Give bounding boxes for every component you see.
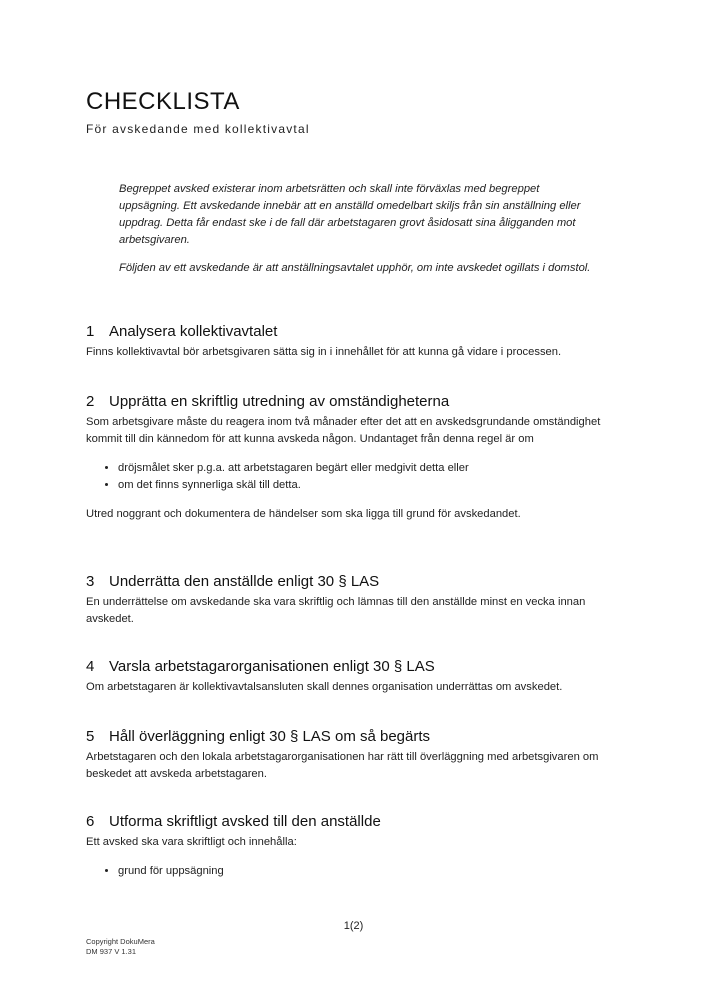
section-title: Underrätta den anställde enligt 30 § LAS: [109, 573, 380, 590]
section-title: Håll överläggning enligt 30 § LAS om så begärts: [109, 728, 431, 745]
intro-paragraph: Begreppet avsked existerar inom arbetsrätten och skall inte förväxlas med begreppet uppsägning. Ett avskedande innebär att en anställd omedelbart skiljs från sin anställning eller uppdrag. Detta får endast ske i de fall där arbetstagaren grovt åsidosatt sina åligganden mot arbetsgivaren.: [119, 183, 581, 246]
list-item: • grund för uppsägning: [118, 863, 626, 880]
bullet-list: [86, 460, 626, 494]
section-5: [86, 728, 626, 783]
section-heading: [86, 658, 626, 675]
section-number: 4: [86, 658, 95, 675]
section-3: [86, 573, 626, 628]
section-heading: [86, 323, 626, 340]
copyright-text: Copyright DokuMera: [86, 937, 155, 946]
section-body: Utred noggrant och dokumentera de händelser som ska ligga till grund för avskedandet.: [86, 508, 521, 520]
section-body: Ett avsked ska vara skriftligt och innehålla:: [86, 836, 297, 848]
section-number: 1: [86, 323, 95, 340]
section-body: Som arbetsgivare måste du reagera inom två månader efter det att en avskedsgrundande omständighet kommit till din kännedom för att kunna avskeda någon. Undantaget från denna regel är om: [86, 416, 601, 445]
section-1: [86, 323, 626, 361]
bullet-list: [86, 863, 626, 880]
section-title: Utforma skriftligt avsked till den anställde: [109, 813, 381, 830]
section-title: Analysera kollektivavtalet: [109, 323, 278, 340]
list-item: • om det finns synnerliga skäl till detta.: [118, 477, 626, 494]
section-number: 5: [86, 728, 95, 745]
section-body: Arbetstagaren och den lokala arbetstagarorganisationen har rätt till överläggning med arbetsgivaren om beskedet att avskeda arbetstagaren.: [86, 751, 599, 780]
section-body: Finns kollektivavtal bör arbetsgivaren sätta sig in i innehållet för att kunna gå vidare i processen.: [86, 346, 562, 358]
document-subtitle: För avskedande med kollektivavtal: [86, 122, 310, 136]
section-heading: [86, 813, 626, 830]
section-number: 3: [86, 573, 95, 590]
section-number: 6: [86, 813, 95, 830]
section-4: [86, 658, 626, 696]
document-title: CHECKLISTA: [86, 88, 240, 115]
document-id: DM 937 V 1.31: [86, 947, 137, 956]
footer: [86, 937, 155, 957]
intro-paragraph: Följden av ett avskedande är att anställningsavtalet upphör, om inte avskedet ogillats i domstol.: [119, 262, 591, 274]
section-body: En underrättelse om avskedande ska vara skriftlig och lämnas till den anställde minst en vecka innan avskedet.: [86, 596, 586, 625]
section-heading: [86, 393, 626, 410]
section-2: [86, 393, 626, 523]
section-body: Om arbetstagaren är kollektivavtalsansluten skall dennes organisation underrättas om avskedet.: [86, 681, 563, 693]
section-heading: [86, 728, 626, 745]
section-title: Varsla arbetstagarorganisationen enligt 30 § LAS: [109, 658, 435, 675]
section-6: [86, 813, 626, 892]
list-item: • dröjsmålet sker p.g.a. att arbetstagaren begärt eller medgivit detta eller: [118, 460, 626, 477]
section-number: 2: [86, 393, 95, 410]
intro-block: [119, 181, 599, 288]
section-heading: [86, 573, 626, 590]
page-number: 1(2): [343, 920, 364, 932]
section-title: Upprätta en skriftlig utredning av omständigheterna: [109, 393, 450, 410]
